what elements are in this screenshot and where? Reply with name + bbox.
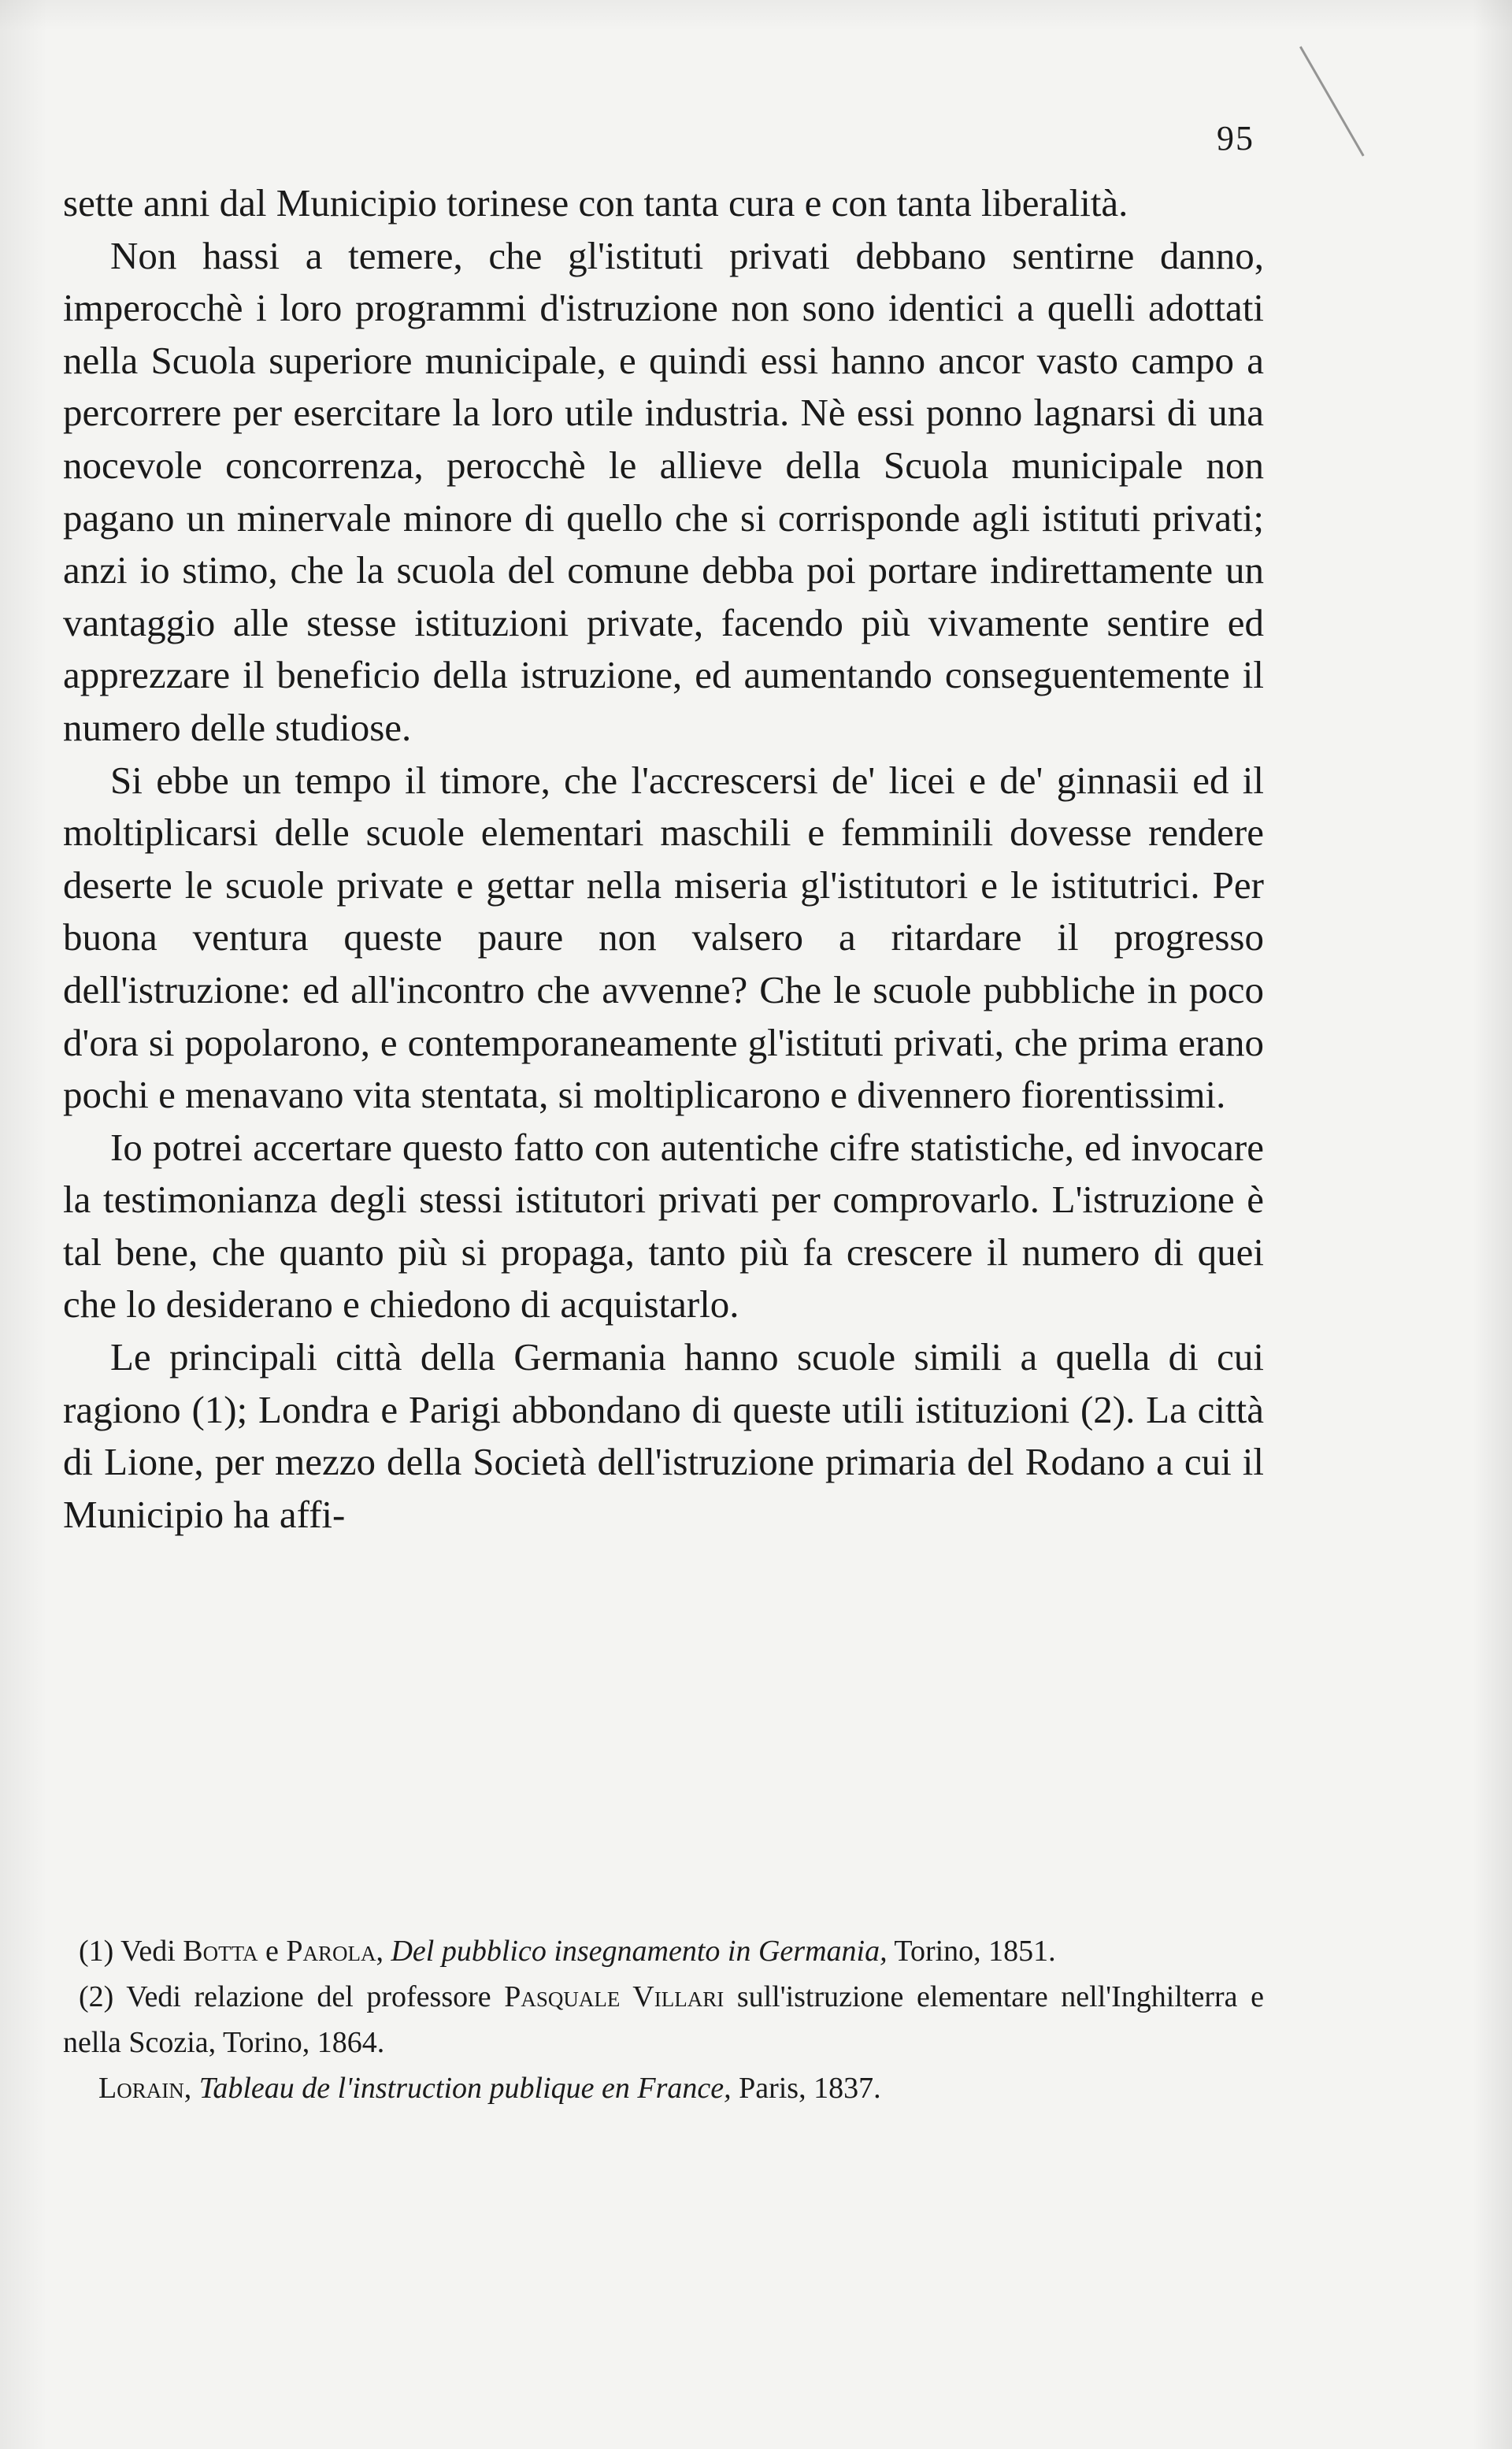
footnote-3: Lorain, Tableau de l'instruction publique en France, Paris, 1837. [98, 2072, 881, 2105]
paragraph: Io potrei accertare questo fatto con autentiche cifre statistiche, ed invocare la testimonianza degli stessi istitutori privati per comprovarlo. L'istruzione è tal bene, che quanto più si propaga, tanto più fa crescere il numero di quei che lo desiderano e chiedono di acquistarlo. [63, 1125, 1264, 1327]
page-number: 95 [1217, 119, 1254, 158]
footnote-author: Lorain [98, 2072, 184, 2105]
footnote-author: Parola [286, 1935, 376, 1968]
paragraph: sette anni dal Municipio torinese con tanta cura e con tanta liberalità. [63, 181, 1128, 224]
page-fold-mark [1299, 46, 1365, 157]
paragraph: Si ebbe un tempo il timore, che l'accrescersi de' licei e de' ginnasii ed il moltiplicarsi delle scuole elementari maschili e femminili dovesse rendere deserte le scuole private e gettar nella miseria gl'istitutori e le istitutrici. Per buona ventura queste paure non valsero a ritardare il progresso dell'istruzione: ed all'incontro che avvenne? Che le scuole pubbliche in poco d'ora si popolarono, e contemporaneamente gl'istituti privati, che prima erano pochi e menavano vita stentata, si moltiplicarono e divennero fiorentissimi. [63, 758, 1264, 1117]
footnote-marker: (1) [79, 1935, 114, 1968]
paragraph: Le principali città della Germania hanno scuole simili a quella di cui ragiono (1); Londra e Parigi abbondano di queste utili istituzioni (2). La città di Lione, per mezzo della Società dell'istruzione primaria del Rodano a cui il Municipio ha affi- [63, 1335, 1264, 1536]
footnote-author: Pasquale Villari [504, 1980, 724, 2013]
body-text [63, 177, 1264, 1541]
footnotes [63, 1928, 1264, 2111]
footnote-marker: (2) [79, 1980, 114, 2013]
footnote-title: Tableau de l'instruction publique en France, [198, 2072, 732, 2105]
footnote-title: Del pubblico insegnamento in Germania, [391, 1935, 888, 1968]
footnote-1: (1) Vedi Botta e Parola, Del pubblico insegnamento in Germania, Torino, 1851. [79, 1935, 1056, 1968]
paragraph: Non hassi a temere, che gl'istituti privati debbano sentirne danno, imperocchè i loro programmi d'istruzione non sono identici a quelli adottati nella Scuola superiore municipale, e quindi essi hanno ancor vasto campo a percorrere per esercitare la loro utile industria. Nè essi ponno lagnarsi di una nocevole concorrenza, perocchè le allieve della Scuola municipale non pagano un minervale minore di quello che si corrisponde agli istituti privati; anzi io stimo, che la scuola del comune debba poi portare indirettamente un vantaggio alle stesse istituzioni private, facendo più vivamente sentire ed apprezzare il beneficio della istruzione, ed aumentando conseguentemente il numero delle studiose. [63, 233, 1264, 749]
footnote-2: (2) Vedi relazione del professore Pasquale Villari sull'istruzione elementare nell'Inghilterra e nella Scozia, Torino, 1864. [63, 1980, 1264, 2059]
footnote-author: Botta [183, 1935, 258, 1968]
